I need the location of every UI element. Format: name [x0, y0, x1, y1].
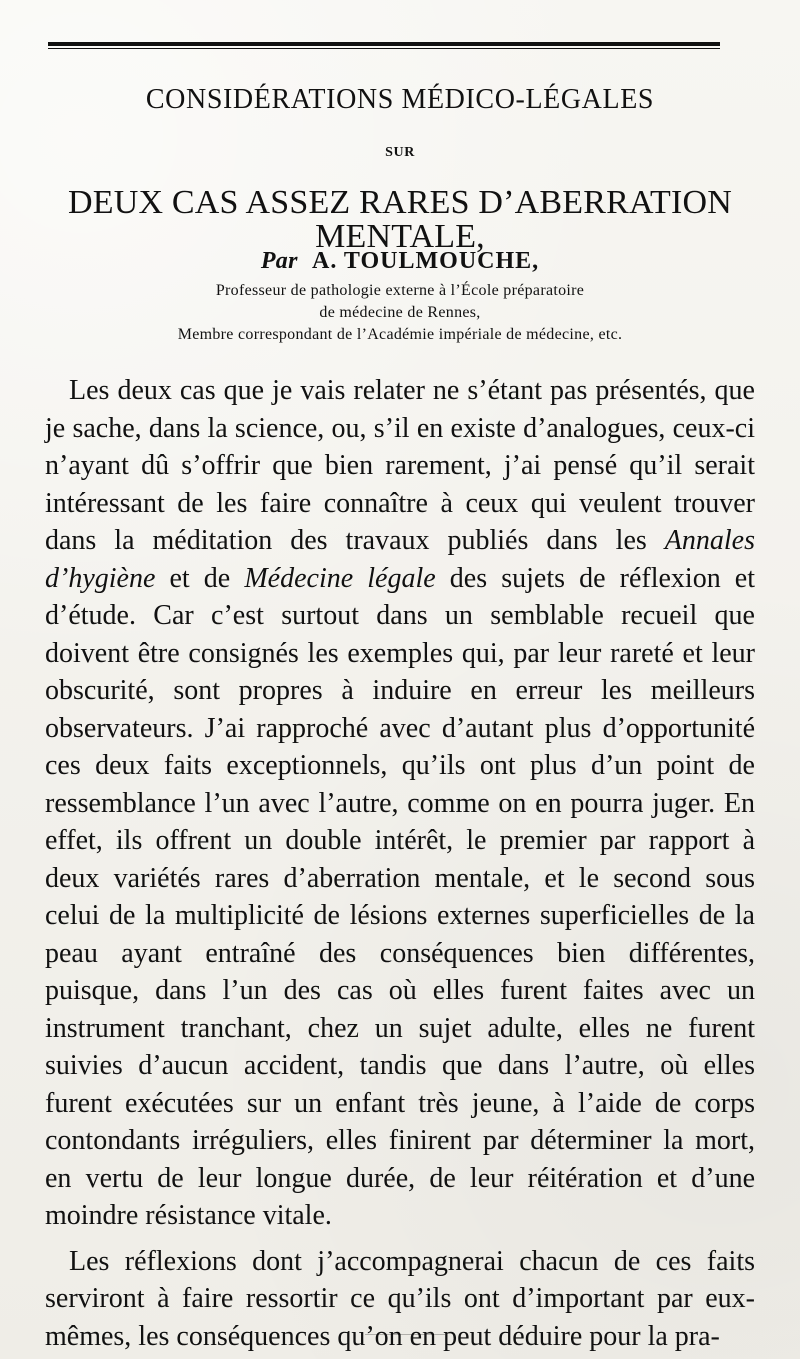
- paragraph-2: Les réflexions dont j’accompagnerai chacun de ces faits serviront à faire ressortir ce qu’ils ont d’important par eux-mêmes, les conséquences qu’on en peut déduire pour la pra-: [45, 1245, 755, 1352]
- paragraph-1-italic-a: Annales d’hygiène: [45, 525, 755, 594]
- paragraph-1-italic-b: Médecine légale: [244, 562, 436, 594]
- body-text: [45, 372, 755, 1355]
- document-title-line-1: CONSIDÉRATIONS MÉDICO-LÉGALES: [145, 84, 655, 115]
- affiliation-line-1: Professeur de pathologie externe à l’École préparatoire: [215, 282, 585, 299]
- author-line: [60, 249, 740, 273]
- document-title-line-3: DEUX CAS ASSEZ RARES D’ABERRATION MENTALE,: [67, 184, 732, 255]
- paragraph-1-text-b: et de: [155, 562, 245, 594]
- affiliation-line-3: Membre correspondant de l’Académie impériale de médecine, etc.: [177, 326, 623, 343]
- paragraph-1-text-a: Les deux cas que je vais relater ne s’étant pas présentés, que je sache, dans la science, ou, s’il en existe d’analogues, ceux-ci n’ayant dû s’offrir que bien rarement, j’ai pensé qu’il serait intéressant de les faire connaître à ceux qui veulent trouver dans la méditation des travaux publiés dans les: [45, 375, 755, 556]
- author-name: A. TOULMOUCHE,: [312, 248, 540, 274]
- top-thin-rule: [48, 48, 720, 49]
- bottom-faint-rule: [365, 1334, 445, 1335]
- document-title-line-2: SUR: [385, 145, 415, 160]
- author-prefix: Par: [260, 248, 298, 274]
- top-thick-rule: [48, 42, 720, 46]
- paragraph-1-text-c: des sujets de réflexion et d’étude. Car c’est surtout dans un semblable recueil que doivent être consignés les exemples qui, par leur rareté et leur obscurité, sont propres à induire en erreur les meilleurs observateurs. J’ai rapproché avec d’autant plus d’opportunité ces deux faits exceptionnels, qu’ils ont plus d’un point de ressemblance l’un avec l’autre, comme on en pourra juger. En effet, ils offrent un double intérêt, le premier par rapport à deux variétés rares d’aberration mentale, et le second sous celui de la multiplicité de lésions externes superficielles de la peau ayant entraîné des conséquences bien différentes, puisque, dans l’un des cas où elles furent faites avec un instrument tranchant, chez un sujet adulte, elles ne furent suivies d’aucun accident, tandis que dans l’autre, où elles furent exécutées sur un enfant très jeune, à l’aide de corps contondants irréguliers, elles finirent par déterminer la mort, en vertu de leur longue durée, de leur réitération et d’une moindre résistance vitale.: [45, 562, 756, 1231]
- affiliation-line-2: de médecine de Rennes,: [319, 304, 481, 321]
- paragraph-1: [45, 372, 755, 1235]
